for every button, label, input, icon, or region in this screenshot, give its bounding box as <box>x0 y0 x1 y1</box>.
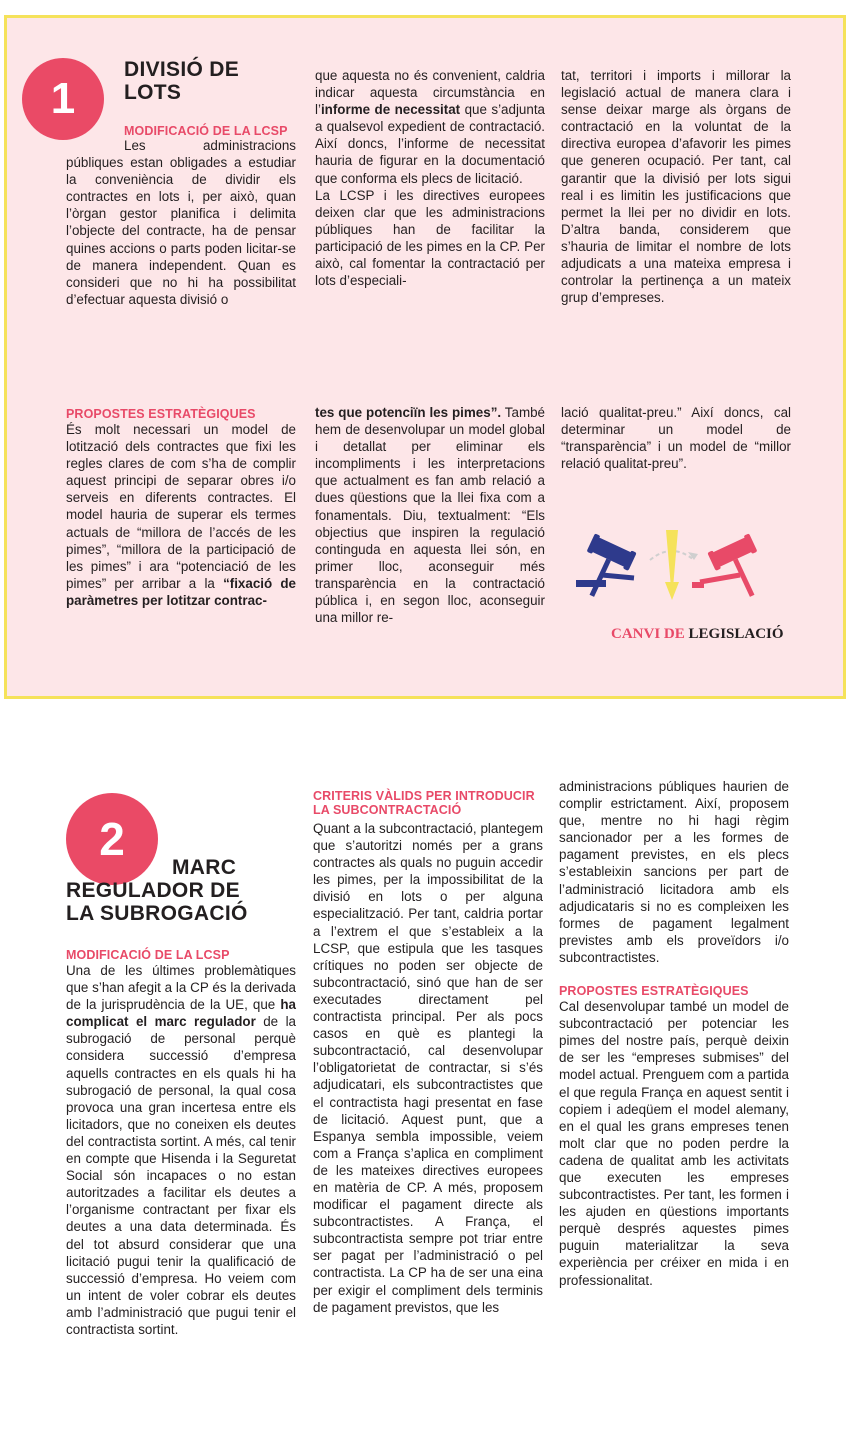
section-1-heading: MODIFICACIÓ DE LA LCSP <box>124 124 288 138</box>
section-1-title <box>124 58 239 104</box>
section-1-title-line2: LOTS <box>124 81 182 104</box>
section-1-col-6 <box>561 404 791 472</box>
section-2-col-1-text: Una de les últimes problemàtiques que s’han afegit a la CP és la derivada de la jurisprudència de la UE, que ha complicat el marc regulador de la subrogació de personal perquè considera successió d’empresa aquells contractes en els quals hi ha subrogació de personal, la qual cosa provoca una gran incertesa entre els licitadors, que no coneixen els deutes del contractista sortint. A més, cal tenir en compte que Hisenda i la Seguretat Social són incapaces o no estan autoritzades a facilitar els deutes a l’organisme contractant per fixar els deutes a una data determinada. És del tot absurd considerar que una licitació pugui tenir la qualificació de successió d’empresa. Ho veiem com un intent de voler cobrar els deutes amb l’administració que pugui tenir el contractista sortint. <box>66 963 296 1337</box>
section-1-col-3 <box>561 67 791 306</box>
section-2-title <box>66 856 296 925</box>
section-1-title-line1: DIVISIÓ DE <box>124 58 240 81</box>
section-2-col-3-text: administracions públiques haurien de complir estrictament. Així, proposem que, mentre no hi hagi règim sancionador per a les formes de pagament previstes, en els plecs s’estableixin sancions per part de l’administració licitadora amb els adjudicataris si no es compleixen les formes de pagament legalment previstes amb els proveïdors i/o subcontractistes. <box>559 779 789 965</box>
gavel-illustration <box>572 530 772 610</box>
section-2-col-3 <box>559 778 789 1289</box>
section-1-col-4 <box>66 421 296 609</box>
section-1-col-5 <box>315 404 545 626</box>
section-2-col-2 <box>313 820 543 1316</box>
section-1-col-1 <box>66 137 296 308</box>
section-1-col-2-bold: informe de necessitat <box>320 102 461 118</box>
section-1-heading-2: PROPOSTES ESTRATÈGIQUES <box>66 407 256 421</box>
section-1-col-2-para-2: La LCSP i les directives europees deixen clar que les administracions públiques han de facilitar la participació de les pimes en la CP. Per això, cal fomentar la contractació per lots d’especiali- <box>315 187 545 289</box>
section-1-col-2-para-1: que aquesta no és convenient, caldria indicar aquesta circumstància en l’informe de necessitat que s’adjunta a qualsevol expedient de contractació. Així doncs, l’informe de necessitat hauria de figurar en la documentació que conforma els plecs de licitació. <box>315 68 545 186</box>
section-2-heading-mid: CRITERIS VÀLIDS PER INTRODUCIR LA SUBCONTRACTACIÓ <box>313 789 535 817</box>
section-1-col-1-text: Les administracions públiques estan obligades a estudiar la conveniència de dividir els contractes en lots i, per això, quan l’òrgan gestor planifica i delimita l’objecte del contracte, ha de pensar quines accions o parts poden licitar-se de manera independent. Quan es consideri que no hi ha possibilitat d’efectuar aquesta divisió o <box>66 138 296 307</box>
section-2-title-line2: REGULADOR DE <box>66 879 240 902</box>
section-1-col-4-bold: “fixació de paràmetres per lotitzar contrac- <box>66 575 296 608</box>
section-1-col-5-text: tes que potenciïn les pimes”. També hem de desenvolupar un model global i detallat per eliminar els incompliments i les interpretacions que actualment es fan amb relació a dues qüestions que la llei fixa com a fonamentals. Diu, textualment: “Els objectius que inspiren la regulació continguda en aquesta llei són, en primer lloc, aconseguir més transparència en la contractació pública i, en segon lloc, aconseguir una millor re- <box>315 405 546 626</box>
section-2-col-1 <box>66 962 296 1338</box>
section-2-col-2-text: Quant a la subcontractació, plantegem que s’autoritzi només per a grans contractes als quals no puguin accedir les pimes, per la impossibilitat de la divisió en lots o per alguna especialització. Per tant, caldria portar a l’extrem el que s’estableix a la LCSP, que estipula que les tasques crítiques no poden ser objecte de subcontractació, sinó que han de ser executades directament pel contractista principal. Per als pocs casos en què es plantegi la subcontractació, cal desenvolupar l’obligatorietat de contractar, si s’és adjudicatari, els subcontractistes que el contractista hagi presentat en fase de licitació. Aquest punt, que a Espanya sembla impossible, veiem com a França s’aplica en compliment de les mateixes directives europees en matèria de CP. A més, proposem modificar el pagament directe als subcontractistes. A França, el subcontractista sempre pot triar entre ser pagat per l’administració o pel contractista. La CP ha de ser una eina per exigir el compliment dels terminis de pagament previstos, que les <box>313 821 543 1315</box>
section-2-title-line3: LA SUBROGACIÓ <box>66 902 248 925</box>
section-2-heading-2: PROPOSTES ESTRATÈGIQUES <box>559 984 749 999</box>
section-1-col-4-text: És molt necessari un model de lotització dels contractes que fixi les regles clares de com s’ha de complir aquest principi de separar obres i/o serveis en diferents contractes. El model hauria de superar els termes actuals de “millora de l’accés de les pimes”, “millora de la participació de les pimes” i ara “potenciació de les pimes” per arribar a la “fixació de paràmetres per lotitzar contrac- <box>66 422 296 608</box>
section-1-col-3-text: tat, territori i imports i millorar la legislació actual de manera clara i sense deixar marge als òrgans de contractació en la voluntat de la directiva europea d’afavorir les pimes que generen ocupació. Per tant, cal garantir que la divisió per lots sigui real i es limitin les justificacions que permet la llei per no dividir en lots. D’altra banda, considerem que s’hauria de limitar el nombre de lots adjudicats a una mateixa empresa i controlar la pertinença a un mateix grup d’empreses. <box>561 68 791 306</box>
section-2-number: 2 <box>66 793 158 885</box>
section-2-heading: MODIFICACIÓ DE LA LCSP <box>66 948 230 962</box>
section-1-number: 1 <box>22 58 104 140</box>
section-1-col-2 <box>315 67 545 289</box>
canvi-de-legislacio-logo: CANVI DE LEGISLACIÓ <box>611 626 784 642</box>
section-2-col-1-bold: ha complicat el marc regulador <box>66 997 296 1030</box>
section-2-title-line1: MARC <box>172 856 237 879</box>
section-1-col-6-text: lació qualitat-preu.” Així doncs, cal determinar un model de “transparència” i un model de “millor relació qualitat-preu”. <box>561 405 791 472</box>
gavel-icon <box>572 530 772 610</box>
section-1-col-5-bold: tes que potenciïn les pimes”. <box>315 405 502 420</box>
section-2-col-3-text-2: Cal desenvolupar també un model de subcontractació per potenciar les pimes del nostre país, perquè deixin de ser les “empreses submises” del model actual. Prenguem com a partida el que regula França en aquest sentit i copiem i adeqüem el model alemany, en el qual les grans empreses tenen molt clar que no poden perdre la cadena de qualitat amb les activitats que executen les empreses subcontractistes. Per tant, les formen i les ajuden en qüestions importants perquè després aquestes pimes puguin materialitzar la seva experiència per créixer en mida i en professionalitat. <box>559 999 789 1288</box>
